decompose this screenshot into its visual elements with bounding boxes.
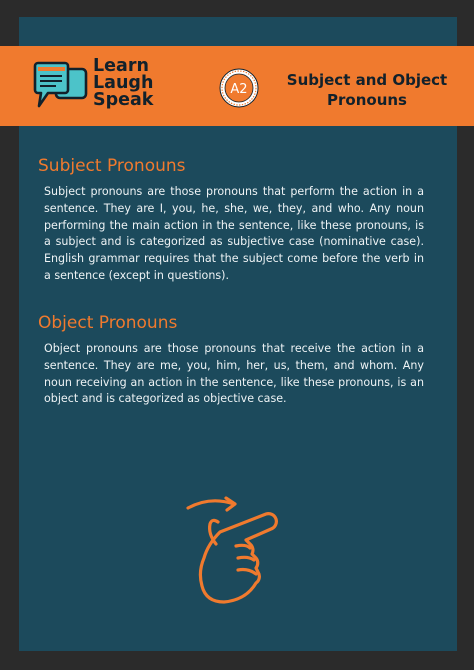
brand-line-learn: Learn [93, 56, 149, 76]
page-title-line-2: Pronouns [327, 91, 407, 109]
level-badge-label: A2 [230, 82, 248, 97]
page-title [271, 70, 463, 110]
hand-swipe-icon [180, 494, 290, 614]
brand-name [93, 58, 153, 109]
object-pronouns-heading: Object Pronouns [38, 313, 178, 333]
brand-line-speak: Speak [93, 90, 154, 110]
level-badge [219, 68, 259, 108]
object-pronouns-text: Object pronouns are those pronouns that receive the action in a sentence. They are me, you, him, her, us, them, and whom. Any noun receiving an action in the sentence, like these pronouns, is an object and is categorized as objective case. [44, 342, 424, 406]
subject-pronouns-text: Subject pronouns are those pronouns that perform the action in a sentence. They are I, you, he, she, we, they, and who. Any noun performing the main action in the sentence, like these pronouns, is a subject and is categorized as subjective case (nominative case). English grammar requires that the subject come before the verb in a sentence (except in questions). [44, 185, 424, 282]
subject-pronouns-heading: Subject Pronouns [38, 156, 186, 176]
brand-line-laugh: Laugh [93, 73, 154, 93]
page-title-line-1: Subject and Object [286, 71, 448, 89]
speech-bubble-book-icon [32, 60, 88, 114]
